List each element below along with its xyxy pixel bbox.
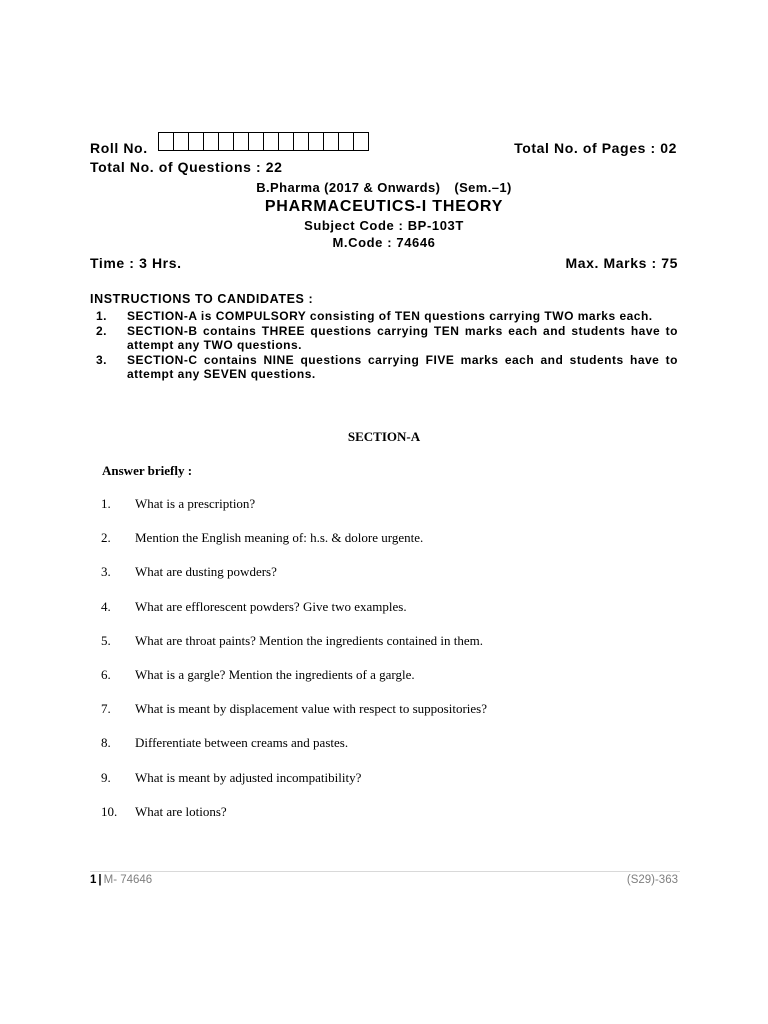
roll-number-box <box>339 133 354 150</box>
total-pages-label: Total No. of Pages : 02 <box>514 140 677 156</box>
question-number: 4. <box>101 598 111 614</box>
instruction-text: SECTION-A is COMPULSORY consisting of TEN questions carrying TWO marks each. <box>127 309 653 323</box>
question-text: What is a gargle? Mention the ingredients of a gargle. <box>135 666 415 682</box>
footer-paper-code: (S29)-363 <box>626 874 678 886</box>
footer-page-number: 1 <box>90 874 97 886</box>
section-a-title: SECTION-A <box>347 429 421 444</box>
question-text: What is meant by adjusted incompatibility? <box>135 769 362 785</box>
course-line <box>0 180 768 195</box>
question-list <box>101 496 701 838</box>
instruction-number: 1. <box>96 309 108 323</box>
question-text: What are dusting powders? <box>135 564 277 580</box>
course-name: B.Pharma (2017 & Onwards) <box>256 180 441 195</box>
question-number: 2. <box>101 530 111 546</box>
time-label: Time : 3 Hrs. <box>90 255 182 271</box>
question-item <box>101 633 701 667</box>
footer-divider <box>90 871 680 872</box>
question-text: What are efflorescent powders? Give two examples. <box>135 598 407 614</box>
instruction-number: 3. <box>96 353 108 367</box>
page-footer <box>90 874 678 890</box>
roll-number-box <box>279 133 294 150</box>
roll-number-box <box>174 133 189 150</box>
subject-code: Subject Code : BP-103T <box>304 218 464 233</box>
instructions-list <box>96 309 678 382</box>
question-item <box>101 735 701 769</box>
question-item <box>101 667 701 701</box>
question-item <box>101 530 701 564</box>
roll-number-row <box>90 132 680 156</box>
roll-number-box <box>234 133 249 150</box>
roll-number-box <box>249 133 264 150</box>
question-text: Differentiate between creams and pastes. <box>135 735 349 751</box>
instruction-item <box>96 309 678 323</box>
instruction-item <box>96 324 678 352</box>
question-text: What are throat paints? Mention the ingredients contained in them. <box>135 632 484 648</box>
semester: (Sem.–1) <box>454 180 512 195</box>
question-text: What is meant by displacement value with respect to suppositories? <box>135 701 487 717</box>
time-marks-row <box>90 255 678 271</box>
max-marks-label: Max. Marks : 75 <box>565 255 678 271</box>
question-item <box>101 564 701 598</box>
section-a-subtitle: Answer briefly : <box>102 463 193 478</box>
question-number: 9. <box>101 769 111 785</box>
question-text: Mention the English meaning of: h.s. & dolore urgente. <box>135 530 424 546</box>
question-item <box>101 770 701 804</box>
instruction-item <box>96 353 678 381</box>
question-item <box>101 496 701 530</box>
instructions-heading: INSTRUCTIONS TO CANDIDATES : <box>90 292 314 306</box>
roll-number-label: Roll No. <box>90 140 148 156</box>
question-number: 8. <box>101 735 111 751</box>
footer-separator: | <box>98 874 102 886</box>
question-number: 3. <box>101 564 111 580</box>
roll-number-box <box>204 133 219 150</box>
roll-number-box <box>354 133 369 150</box>
question-item <box>101 599 701 633</box>
subject-title: PHARMACEUTICS-I THEORY <box>264 198 504 215</box>
instruction-text: SECTION-B contains THREE questions carrying TEN marks each and students have to attempt any TWO questions. <box>127 324 678 352</box>
question-item <box>101 701 701 735</box>
question-text: What is a prescription? <box>135 496 256 511</box>
question-item <box>101 804 701 838</box>
question-number: 10. <box>101 803 118 819</box>
question-number: 7. <box>101 701 111 717</box>
m-code: M.Code : 74646 <box>332 235 436 250</box>
instruction-number: 2. <box>96 324 108 338</box>
roll-number-box <box>309 133 324 150</box>
question-number: 6. <box>101 666 111 682</box>
roll-number-box <box>189 133 204 150</box>
footer-code: M- 74646 <box>103 874 153 886</box>
question-number: 1. <box>101 496 111 511</box>
question-text: What are lotions? <box>135 803 227 819</box>
roll-number-box <box>219 133 234 150</box>
roll-number-box <box>264 133 279 150</box>
question-number: 5. <box>101 632 111 648</box>
instruction-text: SECTION-C contains NINE questions carrying FIVE marks each and students have to attempt any SEVEN questions. <box>127 353 678 381</box>
total-questions-label: Total No. of Questions : 22 <box>90 159 283 175</box>
roll-number-box <box>294 133 309 150</box>
roll-number-box <box>324 133 339 150</box>
roll-number-boxes <box>158 132 369 151</box>
roll-number-box <box>159 133 174 150</box>
